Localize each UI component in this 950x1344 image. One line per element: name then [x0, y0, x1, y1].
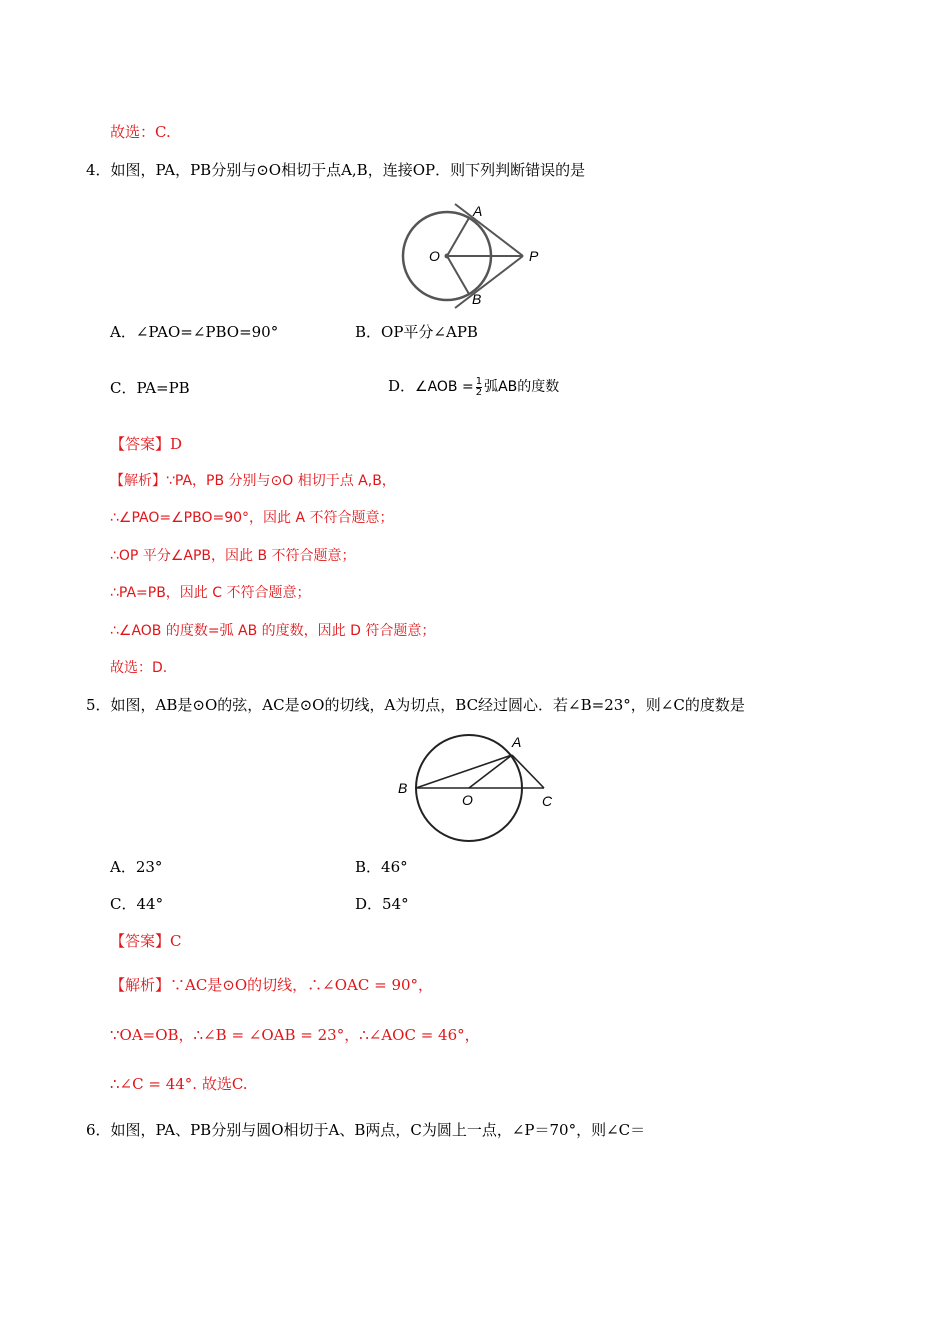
q4-analysis-line-2: ∴∠PAO=∠PBO=90°，因此 A 不符合题意； — [110, 510, 394, 526]
q4-option-c: C．PA=PB — [110, 379, 190, 397]
q4-segment-oa — [447, 218, 469, 256]
q5-label-b: B — [398, 780, 408, 796]
q5-label-c: C — [542, 793, 553, 809]
q5-stem: 5．如图，AB是⊙O的弦，AC是⊙O的切线，A为切点，BC经过圆心．若∠B=23°，则∠C的度数是 — [86, 696, 745, 714]
q4-option-a: A．∠PAO=∠PBO=90° — [110, 323, 279, 341]
q4-figure — [395, 200, 555, 310]
q4-option-d-fraction — [476, 377, 482, 398]
q4-answer: 【答案】D — [110, 435, 183, 453]
q4-option-b: B．OP平分∠APB — [355, 323, 478, 341]
q4-option-d-numerator: 1 — [475, 375, 483, 387]
q5-analysis-line-3: ∴∠C = 44°. 故选C. — [110, 1075, 248, 1093]
q5-tangent-ac — [512, 755, 544, 788]
q4-option-d-prefix: D． — [388, 377, 416, 395]
q4-analysis-line-4: ∴PA=PB，因此 C 不符合题意； — [110, 585, 311, 601]
q4-analysis-line-3: ∴OP 平分∠APB，因此 B 不符合题意； — [110, 548, 356, 564]
q3-conclusion: 故选：C. — [110, 123, 171, 141]
q5-figure — [395, 732, 565, 844]
q4-tangent-pa — [455, 204, 523, 256]
q4-analysis-line-5: ∴∠AOB 的度数=弧 AB 的度数，因此 D 符合题意； — [110, 623, 436, 639]
q5-option-b: B．46° — [355, 858, 408, 876]
q5-option-c: C．44° — [110, 895, 164, 913]
q5-analysis-line-2: ∵OA=OB，∴∠B = ∠OAB = 23°，∴∠AOC = 46°， — [110, 1026, 480, 1044]
q5-radius-oa — [469, 755, 512, 788]
q5-label-a: A — [512, 734, 522, 750]
q5-option-a: A．23° — [110, 858, 163, 876]
q4-label-b: B — [472, 291, 482, 307]
q4-center-dot — [445, 254, 450, 259]
q4-analysis-line-6: 故选：D. — [110, 660, 168, 676]
q4-stem: 4．如图，PA，PB分别与⊙O相切于点A,B，连接OP．则下列判断错误的是 — [86, 161, 586, 179]
q5-option-d: D．54° — [355, 895, 409, 913]
q4-label-o: O — [429, 248, 440, 264]
q5-analysis-line-1: 【解析】∵AC是⊙O的切线，∴∠OAC = 90°， — [110, 976, 434, 994]
q4-segment-ob — [447, 256, 469, 294]
q4-option-d-denominator: 2 — [475, 386, 483, 398]
q6-stem: 6．如图，PA、PB分别与圆O相切于A、B两点，C为圆上一点，∠P＝70°，则∠C＝ — [86, 1121, 646, 1139]
q4-option-d — [388, 376, 559, 398]
q5-label-o: O — [462, 792, 473, 808]
q4-option-d-suffix: 弧AB的度数 — [484, 379, 560, 395]
q5-chord-ab — [416, 755, 512, 788]
q4-tangent-pb — [455, 256, 523, 308]
q5-answer: 【答案】C — [110, 932, 182, 950]
q4-analysis-line-1: 【解析】∵PA，PB 分别与⊙O 相切于点 A,B， — [110, 473, 396, 489]
q4-label-a: A — [473, 203, 483, 219]
q4-label-p: P — [529, 248, 539, 264]
q4-option-d-expr: ∠AOB = — [415, 379, 474, 395]
